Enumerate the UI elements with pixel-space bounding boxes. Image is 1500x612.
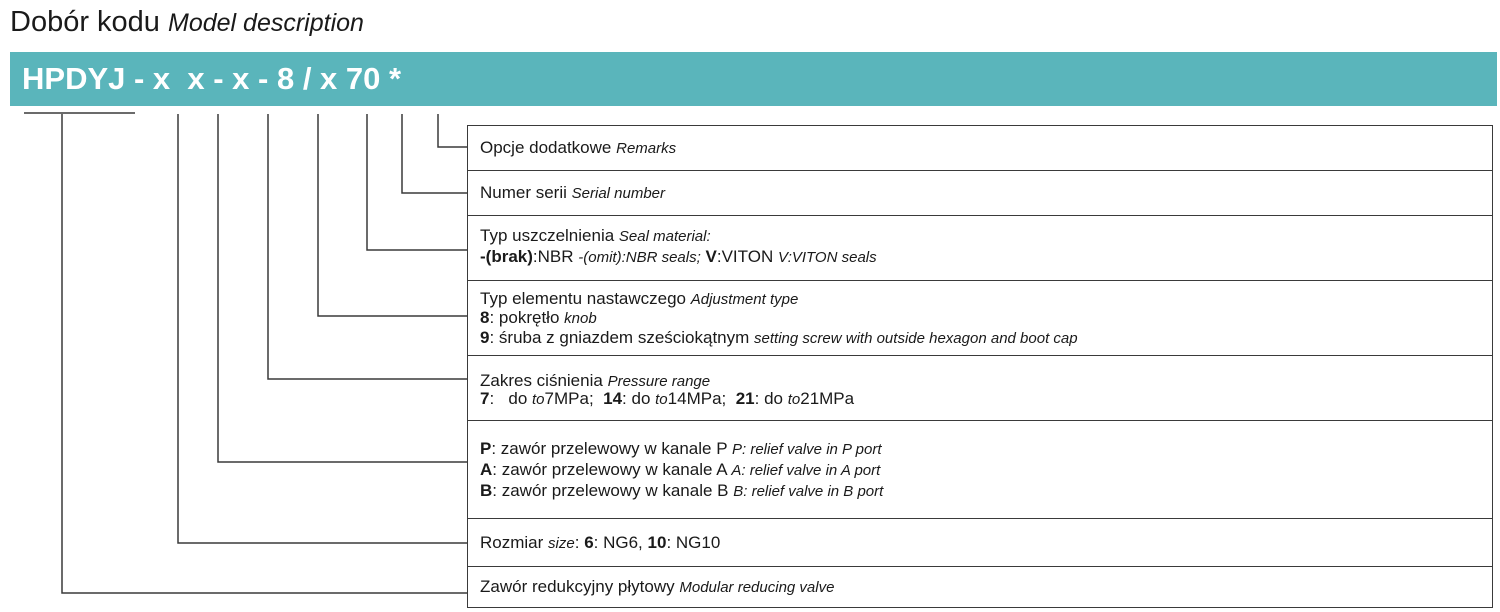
port-a-pl: : zawór przelewowy w kanale A bbox=[492, 460, 727, 479]
adjust-option-2-en: setting screw with outside hexagon and boot cap bbox=[754, 330, 1078, 347]
seal-option-1-en: -(omit):NBR seals; bbox=[578, 249, 701, 266]
connector-remarks bbox=[438, 114, 467, 147]
connector-serial bbox=[402, 114, 467, 193]
size-option-1-val: : NG6, bbox=[593, 533, 643, 552]
size-option-2-val: : NG10 bbox=[666, 533, 721, 552]
size-en: size bbox=[548, 535, 575, 552]
connector-port bbox=[218, 114, 467, 462]
connector-adjust bbox=[318, 114, 467, 316]
port-p-pl: : zawór przelewowy w kanale P bbox=[491, 439, 728, 458]
pressure-option-3-code: 21 bbox=[735, 389, 755, 408]
port-p-en: P: relief valve in P port bbox=[731, 441, 882, 458]
valve-en: Modular reducing valve bbox=[679, 579, 835, 596]
pressure-option-1-pre: : do bbox=[489, 389, 528, 408]
remarks-pl: Opcje dodatkowe bbox=[480, 138, 612, 157]
serial-en: Serial number bbox=[571, 185, 666, 202]
row-serial bbox=[467, 170, 1493, 216]
adjust-option-2 bbox=[480, 329, 1078, 347]
adjust-en: Adjustment type bbox=[690, 291, 799, 308]
port-b-en: B: relief valve in B port bbox=[733, 483, 884, 500]
seal-option-2-code: V bbox=[705, 247, 717, 266]
port-a-en: A: relief valve in A port bbox=[731, 462, 881, 479]
port-option-b bbox=[480, 482, 883, 500]
connector-size bbox=[178, 114, 467, 543]
port-a-code: A bbox=[480, 460, 493, 479]
connector-valve bbox=[62, 114, 467, 593]
pressure-option-1-to: to bbox=[532, 391, 545, 408]
row-port bbox=[467, 420, 1493, 519]
size-option-2-code: 10 bbox=[647, 533, 667, 552]
pressure-option-3-pre: : do bbox=[754, 389, 783, 408]
connector-seal bbox=[367, 114, 467, 250]
adjust-pl: Typ elementu nastawczego bbox=[480, 289, 687, 308]
row-seal bbox=[467, 215, 1493, 281]
pressure-option-1-val: 7MPa; bbox=[544, 389, 594, 408]
port-p-code: P bbox=[480, 439, 492, 458]
port-b-code: B bbox=[480, 481, 493, 500]
seal-option-2-en: V:VITON seals bbox=[777, 249, 877, 266]
pressure-options bbox=[480, 390, 854, 408]
seal-option-2-pl: :VITON bbox=[716, 247, 774, 266]
port-option-a bbox=[480, 461, 880, 479]
title-pl: Dobór kodu bbox=[10, 6, 160, 38]
serial-pl: Numer serii bbox=[480, 183, 567, 202]
pressure-option-2-to: to bbox=[655, 391, 668, 408]
pressure-option-3-val: 21MPa bbox=[800, 389, 855, 408]
seal-options bbox=[480, 248, 877, 266]
row-remarks bbox=[467, 125, 1493, 171]
pressure-option-2-code: 14 bbox=[603, 389, 623, 408]
adjust-option-1 bbox=[480, 309, 597, 327]
row-valve bbox=[467, 566, 1493, 608]
remarks-en: Remarks bbox=[616, 140, 677, 157]
pressure-option-2-val: 14MPa; bbox=[667, 389, 727, 408]
seal-en: Seal material: bbox=[618, 228, 711, 245]
size-option-1-code: 6 bbox=[584, 533, 594, 552]
title-en: Model description bbox=[168, 9, 364, 37]
adjust-option-2-pl: : śruba z gniazdem sześciokątnym bbox=[489, 328, 750, 347]
adjust-option-1-code: 8 bbox=[480, 308, 490, 327]
seal-option-1-code: -(brak) bbox=[480, 247, 533, 266]
seal-option-1-pl: :NBR bbox=[532, 247, 574, 266]
adjust-option-1-en: knob bbox=[564, 310, 597, 327]
port-b-pl: : zawór przelewowy w kanale B bbox=[492, 481, 729, 500]
pressure-en: Pressure range bbox=[607, 373, 711, 390]
row-adjust bbox=[467, 280, 1493, 356]
pressure-pl: Zakres ciśnienia bbox=[480, 371, 603, 390]
adjust-option-2-code: 9 bbox=[480, 328, 490, 347]
pressure-option-3-to: to bbox=[787, 391, 801, 408]
size-pl: Rozmiar bbox=[480, 533, 544, 552]
seal-pl: Typ uszczelnienia bbox=[480, 226, 615, 245]
adjust-option-1-pl: : pokrętło bbox=[489, 308, 560, 327]
model-code: HPDYJ - x x - x - 8 / x 70 * bbox=[22, 61, 402, 96]
pressure-option-1-code: 7 bbox=[480, 389, 490, 408]
row-size: Rozmiar size: 6: NG6, 10: NG10 bbox=[467, 518, 1493, 567]
row-pressure bbox=[467, 355, 1493, 421]
valve-pl: Zawór redukcyjny płytowy bbox=[480, 577, 675, 596]
pressure-option-2-pre: : do bbox=[622, 389, 651, 408]
port-option-p bbox=[480, 440, 882, 458]
